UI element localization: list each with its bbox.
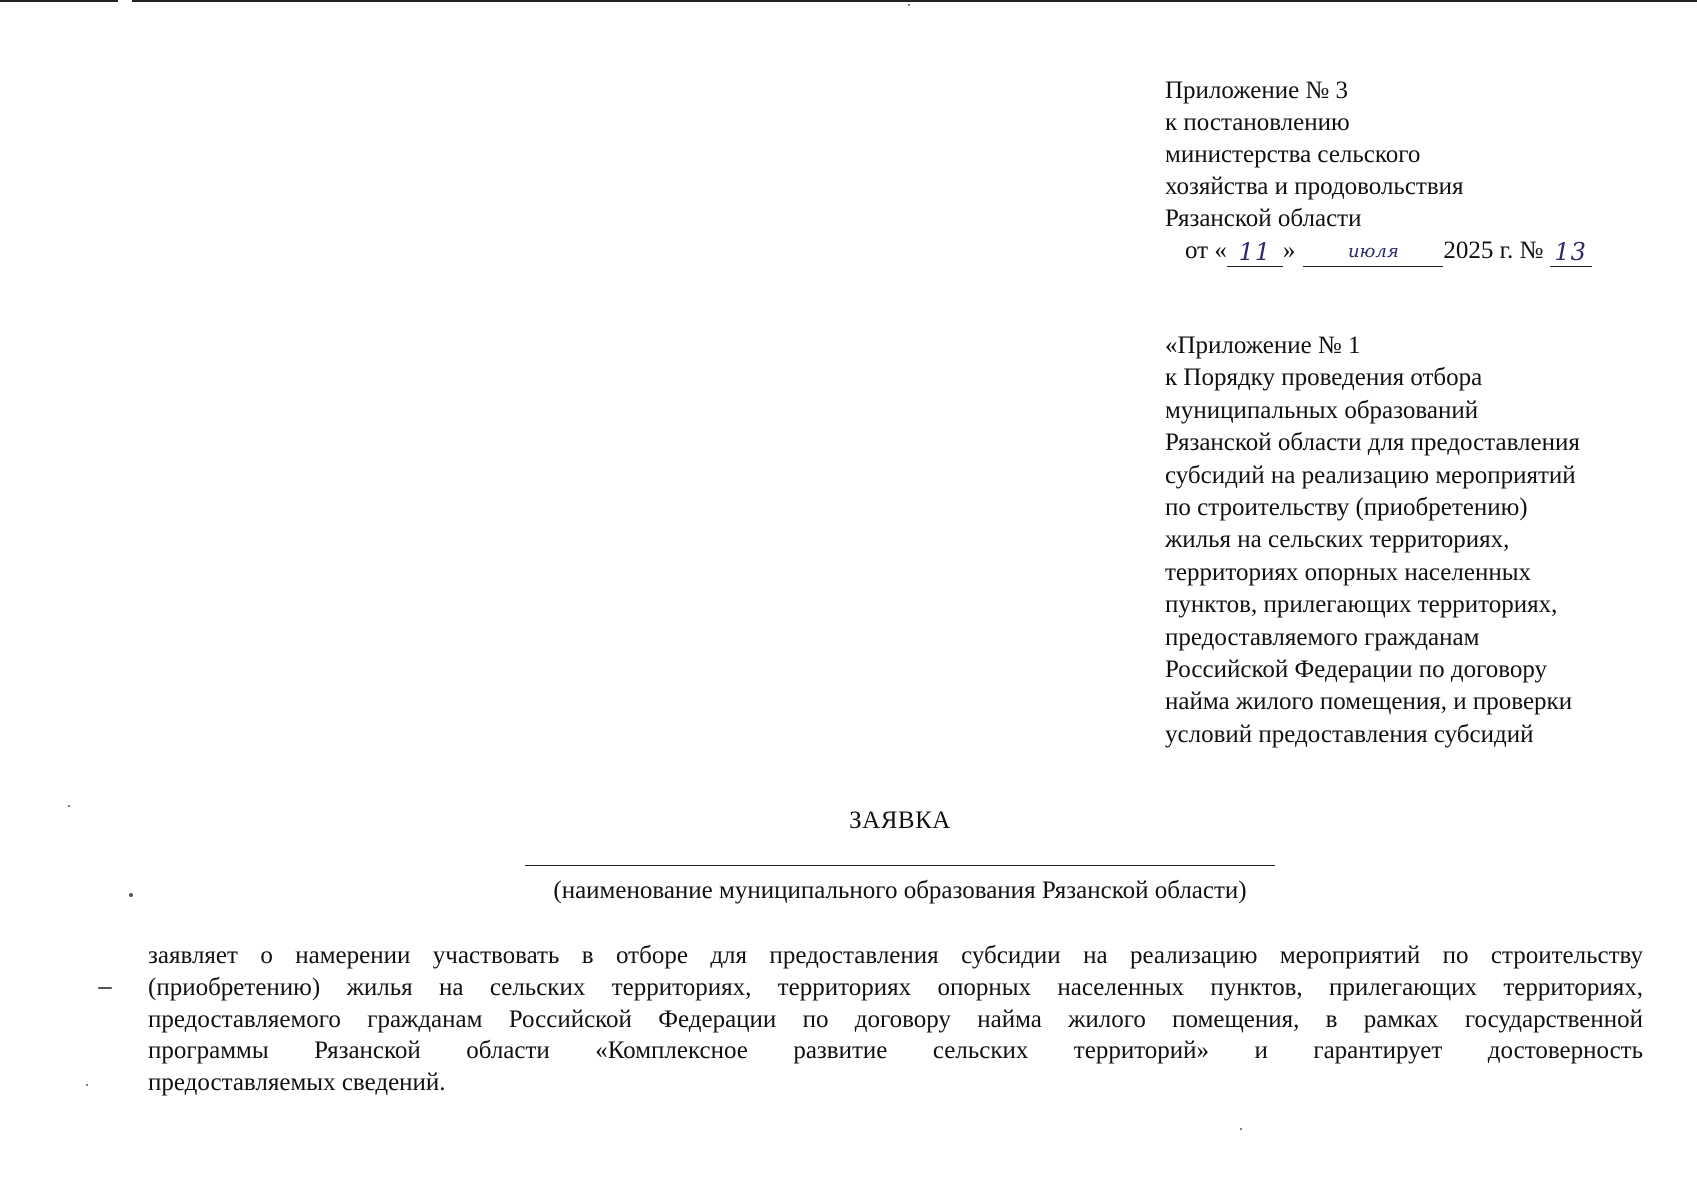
appendix-line-2: к Порядку проведения отбора xyxy=(1165,364,1483,392)
header-line-3: министерства сельского xyxy=(1165,141,1421,168)
header-line-5: Рязанской области xyxy=(1165,205,1362,232)
date-month-handwritten: июля xyxy=(1347,241,1399,262)
document-title: ЗАЯВКА xyxy=(849,807,951,834)
municipality-name-caption: (наименование муниципального образования Рязанской области) xyxy=(553,877,1247,904)
appendix-line-13: условий предоставления субсидий xyxy=(1165,720,1534,748)
appendix-line-7: жилья на сельских территориях, xyxy=(1165,526,1510,554)
scan-speck xyxy=(908,4,910,6)
appendix-1-header xyxy=(1165,330,1665,751)
municipality-name-blank-line xyxy=(525,865,1275,866)
appendix-line-11: Российской Федерации по договору xyxy=(1165,656,1548,684)
application-body-paragraph xyxy=(148,940,1643,1099)
appendix-line-3: муниципальных образований xyxy=(1165,396,1479,424)
appendix-line-12: найма жилого помещения, и проверки xyxy=(1165,688,1573,716)
appendix-3-header xyxy=(1165,75,1665,267)
date-prefix: от « xyxy=(1185,237,1227,264)
scan-top-edge xyxy=(0,0,1697,2)
body-line-1: заявляет о намерении участвовать в отборе для предоставления субсидии на реализацию мероприятий по строительству xyxy=(148,942,1643,969)
header-line-2: к постановлению xyxy=(1165,109,1350,136)
appendix-line-8: территориях опорных населенных xyxy=(1165,558,1532,586)
appendix-line-10: предоставляемого гражданам xyxy=(1165,623,1480,651)
scan-speck xyxy=(68,805,70,807)
scan-top-edge-gap xyxy=(118,0,132,2)
date-month-field xyxy=(1303,238,1443,267)
body-line-4: программы Рязанской области «Комплексное развитие сельских территорий» и гарантирует достоверность xyxy=(148,1037,1643,1065)
scan-speck xyxy=(1240,1128,1242,1130)
appendix-line-4: Рязанской области для предоставления xyxy=(1165,429,1580,457)
date-close-quote: » xyxy=(1282,237,1296,264)
body-line-5: предоставляемых сведений. xyxy=(148,1069,446,1097)
header-line-1: Приложение № 3 xyxy=(1165,77,1349,104)
scan-speck xyxy=(98,987,112,989)
decree-date-line xyxy=(1165,235,1665,267)
date-day-field xyxy=(1227,238,1283,267)
scan-speck xyxy=(86,1084,88,1086)
decree-number-field xyxy=(1550,238,1592,267)
date-year-text: 2025 г. № xyxy=(1443,237,1544,264)
appendix-line-5: субсидий на реализацию мероприятий xyxy=(1165,461,1576,489)
decree-number-handwritten: 13 xyxy=(1554,238,1587,266)
appendix-line-9: пунктов, прилегающих территориях, xyxy=(1165,591,1558,619)
date-day-handwritten: 11 xyxy=(1238,238,1272,266)
appendix-line-6: по строительству (приобретению) xyxy=(1165,494,1528,522)
body-line-2: (приобретению) жилья на сельских территориях, территориях опорных населенных пунктов, прилегающих территориях, xyxy=(148,973,1643,1001)
body-line-3: предоставляемого гражданам Российской Федерации по договору найма жилого помещения, в рамках государственной xyxy=(148,1005,1643,1033)
header-line-4: хозяйства и продовольствия xyxy=(1165,173,1464,200)
appendix-line-1: «Приложение № 1 xyxy=(1165,332,1361,359)
scan-speck xyxy=(129,893,133,897)
